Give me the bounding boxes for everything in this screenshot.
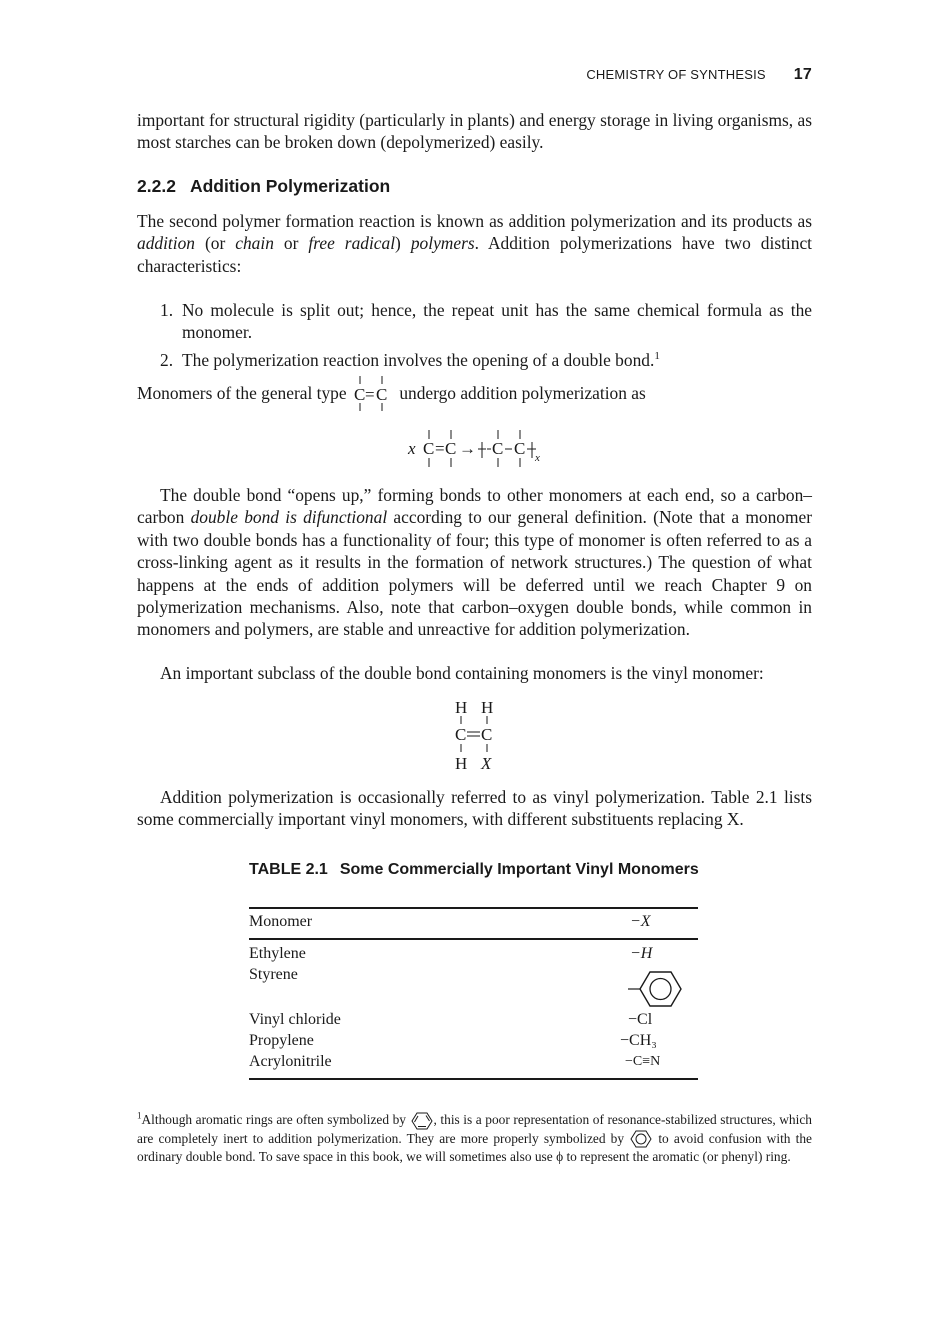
carbon-atom: C: [423, 439, 435, 458]
list-item-text: The polymerization reaction involves the opening of a double bond.: [182, 349, 655, 370]
hydrogen-atom: H: [455, 698, 468, 717]
paragraph-intro: [137, 210, 812, 277]
section-title: Addition Polymerization: [189, 176, 391, 196]
intro-text: ): [395, 233, 411, 254]
phenyl-ring-icon: [626, 967, 696, 1017]
aromatic-ring-icon: [629, 1131, 653, 1147]
table-cell-x: −CH₃: [620, 1032, 657, 1049]
intro-emphasis: chain: [235, 233, 274, 254]
intro-text: (or: [194, 233, 236, 254]
footnote-mark: 1: [137, 1110, 142, 1121]
list-marker: 2.: [160, 349, 174, 370]
paragraph-text: according to our general definition. (Note that a monomer with two double bonds has a functionality of four; this type of monomer is often referred to as a cross-linking agent as it results in the formation of network structures.) The question of what happens at the ends of addition polymers will be deferred until we reach Chapter 9 on polymerization mechanisms. Also, note that carbon–oxygen double bonds, while common in monomers and polymers, are stable and unreactive for addition polymerization.: [137, 507, 812, 640]
intro-text: . Addition polymerizations have two distinct characteristics:: [137, 233, 813, 276]
intro-text: or: [273, 233, 309, 254]
intro-emphasis: polymers: [410, 233, 475, 254]
running-title: CHEMISTRY OF SYNTHESIS: [586, 67, 766, 82]
table-title: Some Commercially Important Vinyl Monomers: [339, 861, 699, 878]
paragraph-text: The double bond “opens up,” forming bonds to other monomers at each end, so a carbon–carbon: [137, 485, 812, 528]
monomer-type-line: [137, 383, 646, 406]
page-number: 17: [793, 66, 812, 83]
intro-emphasis: free radical: [308, 233, 396, 254]
carbon-atom: C: [514, 439, 526, 458]
carbon-atom: C: [353, 385, 366, 404]
table-header-rule: [249, 938, 698, 940]
footnote-reference: 1: [654, 350, 660, 363]
table-cell-monomer: Vinyl chloride: [249, 1011, 341, 1028]
hydrogen-atom: H: [481, 698, 494, 717]
list-item-text: No molecule is split out; hence, the repeat unit has the same chemical formula as the monomer.: [182, 300, 812, 343]
monomer-line-text: undergo addition polymerization as: [399, 383, 646, 403]
stoichiometric-coefficient: x: [408, 439, 416, 458]
table-cell-monomer: Styrene: [249, 966, 298, 983]
carbon-atom: C: [481, 725, 493, 744]
paragraph-opens-up: [137, 484, 812, 641]
carbon-atom: C: [492, 439, 504, 458]
paragraph-vinyl-intro: An important subclass of the double bond containing monomers is the vinyl monomer:: [160, 663, 764, 683]
table-cell-x: −C≡N: [625, 1054, 661, 1069]
list-marker: 1.: [160, 300, 174, 320]
paragraph-continued: important for structural rigidity (particularly in plants) and energy storage in living organisms, as most starches can be broken down (depolymerized) easily.: [137, 110, 812, 153]
carbon-atom: C: [445, 439, 457, 458]
kekule-ring-icon: [410, 1113, 434, 1129]
footnote-text: to avoid confusion with the ordinary double bond. To save space in this book, we will sometimes also use ϕ to represent the aromatic (or phenyl) ring.: [137, 1130, 812, 1164]
monomer-line-text: Monomers of the general type: [137, 383, 347, 403]
running-head: [586, 66, 812, 84]
footnote-text: , this is a poor representation of resonance-stabilized structures, which are completely inert to addition polymerization. They are more properly symbolized by: [137, 1112, 812, 1146]
list-item: [137, 299, 812, 344]
table-bottom-rule: [249, 1078, 698, 1080]
table-caption: [249, 860, 699, 880]
section-number: 2.2.2: [137, 176, 176, 196]
table-header-x: −X: [630, 913, 651, 930]
repeat-subscript: x: [535, 452, 540, 464]
intro-emphasis: addition: [137, 233, 195, 254]
table-cell-x: −Cl: [628, 1011, 653, 1028]
carbon-atom: C: [455, 725, 467, 744]
table-cell-monomer: Acrylonitrile: [249, 1053, 332, 1070]
vinyl-monomer-structure: [452, 696, 512, 776]
paragraph-emphasis: double bond is difunctional: [190, 507, 388, 528]
characteristics-list: [137, 299, 812, 376]
list-item: [137, 349, 812, 371]
reaction-arrow: →: [459, 439, 476, 458]
intro-text: The second polymer formation reaction is known as addition polymerization and its products as: [137, 211, 812, 231]
table-header-monomer: Monomer: [249, 913, 313, 930]
double-bond-sign: =: [364, 385, 375, 404]
carbon-atom: C: [375, 385, 388, 404]
substituent-x: X: [481, 754, 492, 773]
polymerization-equation: [405, 424, 565, 474]
table-top-rule: [249, 907, 698, 909]
footnote-text: Although aromatic rings are often symbolized by: [141, 1112, 406, 1127]
paragraph-table-intro: Addition polymerization is occasionally referred to as vinyl polymerization. Table 2.1 lists some commercially important vinyl monomers, with different substituents replacing X.: [137, 787, 812, 830]
hydrogen-atom: H: [455, 754, 468, 773]
table-cell-monomer: Ethylene: [249, 945, 306, 962]
table-cell-monomer: Propylene: [249, 1032, 314, 1049]
table-number: TABLE 2.1: [249, 861, 328, 878]
table-cell-x: −H: [630, 945, 653, 962]
footnote: [137, 1111, 812, 1167]
generic-alkene-structure: [351, 384, 395, 406]
section-heading: [137, 176, 390, 197]
double-bond-sign: =: [435, 439, 445, 458]
